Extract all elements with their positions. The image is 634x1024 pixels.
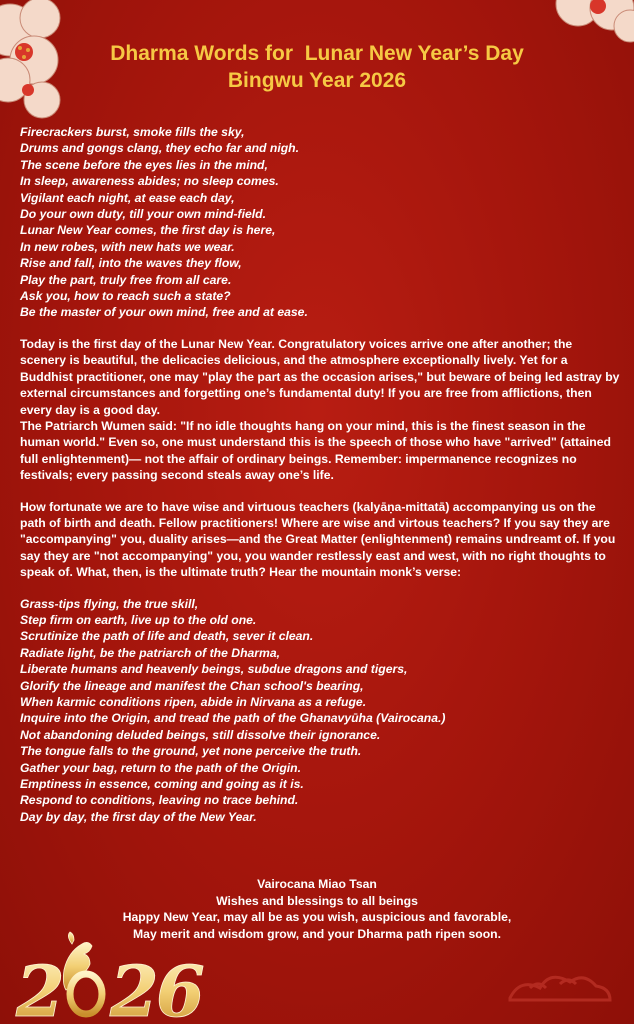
poem-line: When karmic conditions ripen, abide in Nirvana as a refuge. bbox=[20, 695, 367, 709]
poem-line: Radiate light, be the patriarch of the Dharma, bbox=[20, 645, 281, 660]
poem-line: In new robes, with new hats we wear. bbox=[20, 239, 235, 254]
year-digit: 2 bbox=[110, 950, 159, 1022]
title-line-1: Dharma Words for Lunar New Year’s Day bbox=[110, 42, 524, 65]
poem-line: Not abandoning deluded beings, still dissolve their ignorance. bbox=[20, 727, 381, 742]
poem-line: The tongue falls to the ground, yet none perceive the truth. bbox=[20, 744, 362, 759]
mountain-monk-verse bbox=[20, 596, 620, 826]
paragraph-patriarch-wumen: The Patriarch Wumen said: "If no idle thoughts hang on your mind, this is the finest season in the human world." Even so, one must understand this is the speech of those who have "arrived" (attained full enlightenment)— not the affair of ordinary beings. Remember: impermanence recognizes no festivals; every passing second steals away one’s life. bbox=[20, 418, 611, 483]
poem-line: Respond to conditions, leaving no trace behind. bbox=[20, 793, 299, 808]
poem-line: Vigilant each night, at ease each day, bbox=[20, 190, 235, 205]
paragraph-new-year: Today is the first day of the Lunar New Year. Congratulatory voices arrive one after another; the scenery is beautiful, the delicacies delicious, and the atmosphere exceptionally lively. Yet for a Buddhist practitioner, one may "play the part as the occasion arises," but beware of being led astray by external circumstances and forgetting one’s fundamental duty! If you are free from afflictions, then every day is a good day. bbox=[20, 336, 620, 417]
paragraph-teachers: How fortunate we are to have wise and virtuous teachers (kalyāṇa-mittatā) accompanying us on the path of birth and death. Fellow practitioners! Where are wise and virtous teachers? If you say they are "accompanying" you, duality arises—and the Great Matter (enlightenment) remains undreamt of. If you say they are "not accompanying" you, you wander restlessly east and west, with no right thoughts to speak of. What, then, is the ultimate truth? Hear the mountain monk’s verse: bbox=[20, 499, 616, 580]
poem-line: Ask you, how to reach such a state? bbox=[20, 289, 231, 304]
poem-line: Gather your bag, return to the path of the Origin. bbox=[20, 760, 301, 775]
main-content bbox=[20, 124, 620, 825]
year-digit: 6 bbox=[156, 950, 205, 1022]
year-digit: 2 bbox=[16, 950, 65, 1022]
poem-line: Grass-tips flying, the true skill, bbox=[20, 596, 199, 611]
year-2026-horse-artwork-icon bbox=[12, 930, 212, 1022]
opening-poem bbox=[20, 124, 620, 321]
signature-name: Vairocana Miao Tsan bbox=[257, 877, 377, 891]
poem-line: Emptiness in essence, coming and going as it is. bbox=[20, 777, 304, 792]
poem-line: Scrutinize the path of life and death, sever it clean. bbox=[20, 629, 314, 644]
signature-line-3: May merit and wisdom grow, and your Dharma path ripen soon. bbox=[133, 926, 501, 941]
poem-line: Drums and gongs clang, they echo far and nigh. bbox=[20, 141, 299, 156]
poem-line: Liberate humans and heavenly beings, subdue dragons and tigers, bbox=[20, 662, 408, 677]
poem-line: Be the master of your own mind, free and at ease. bbox=[20, 305, 308, 320]
poem-line: Do your own duty, till your own mind-field. bbox=[20, 207, 266, 222]
plum-blossom-top-right-icon bbox=[554, 0, 634, 44]
poem-line: Glorify the lineage and manifest the Chan school's bearing, bbox=[20, 678, 364, 693]
title-line-2: Bingwu Year 2026 bbox=[227, 69, 407, 92]
signature-line-2: Happy New Year, may all be as you wish, auspicious and favorable, bbox=[122, 910, 512, 925]
poem-line: Play the part, truly free from all care. bbox=[20, 272, 232, 287]
page-title bbox=[0, 40, 634, 94]
poem-line: Rise and fall, into the waves they flow, bbox=[20, 256, 242, 271]
poem-line: The scene before the eyes lies in the mind, bbox=[20, 157, 268, 172]
poem-line: Step firm on earth, live up to the old one. bbox=[20, 612, 257, 627]
signature-line-1: Wishes and blessings to all beings bbox=[216, 893, 418, 908]
poem-line: Firecrackers burst, smoke fills the sky, bbox=[20, 125, 245, 139]
poem-line: Lunar New Year comes, the first day is here, bbox=[20, 223, 276, 238]
poem-line: In sleep, awareness abides; no sleep comes. bbox=[20, 174, 279, 189]
poem-line: Inquire into the Origin, and tread the path of the Ghanavyūha (Vairocana.) bbox=[20, 711, 446, 726]
poem-line: Day by day, the first day of the New Year. bbox=[20, 809, 257, 824]
cloud-ornament-icon bbox=[500, 958, 620, 1018]
